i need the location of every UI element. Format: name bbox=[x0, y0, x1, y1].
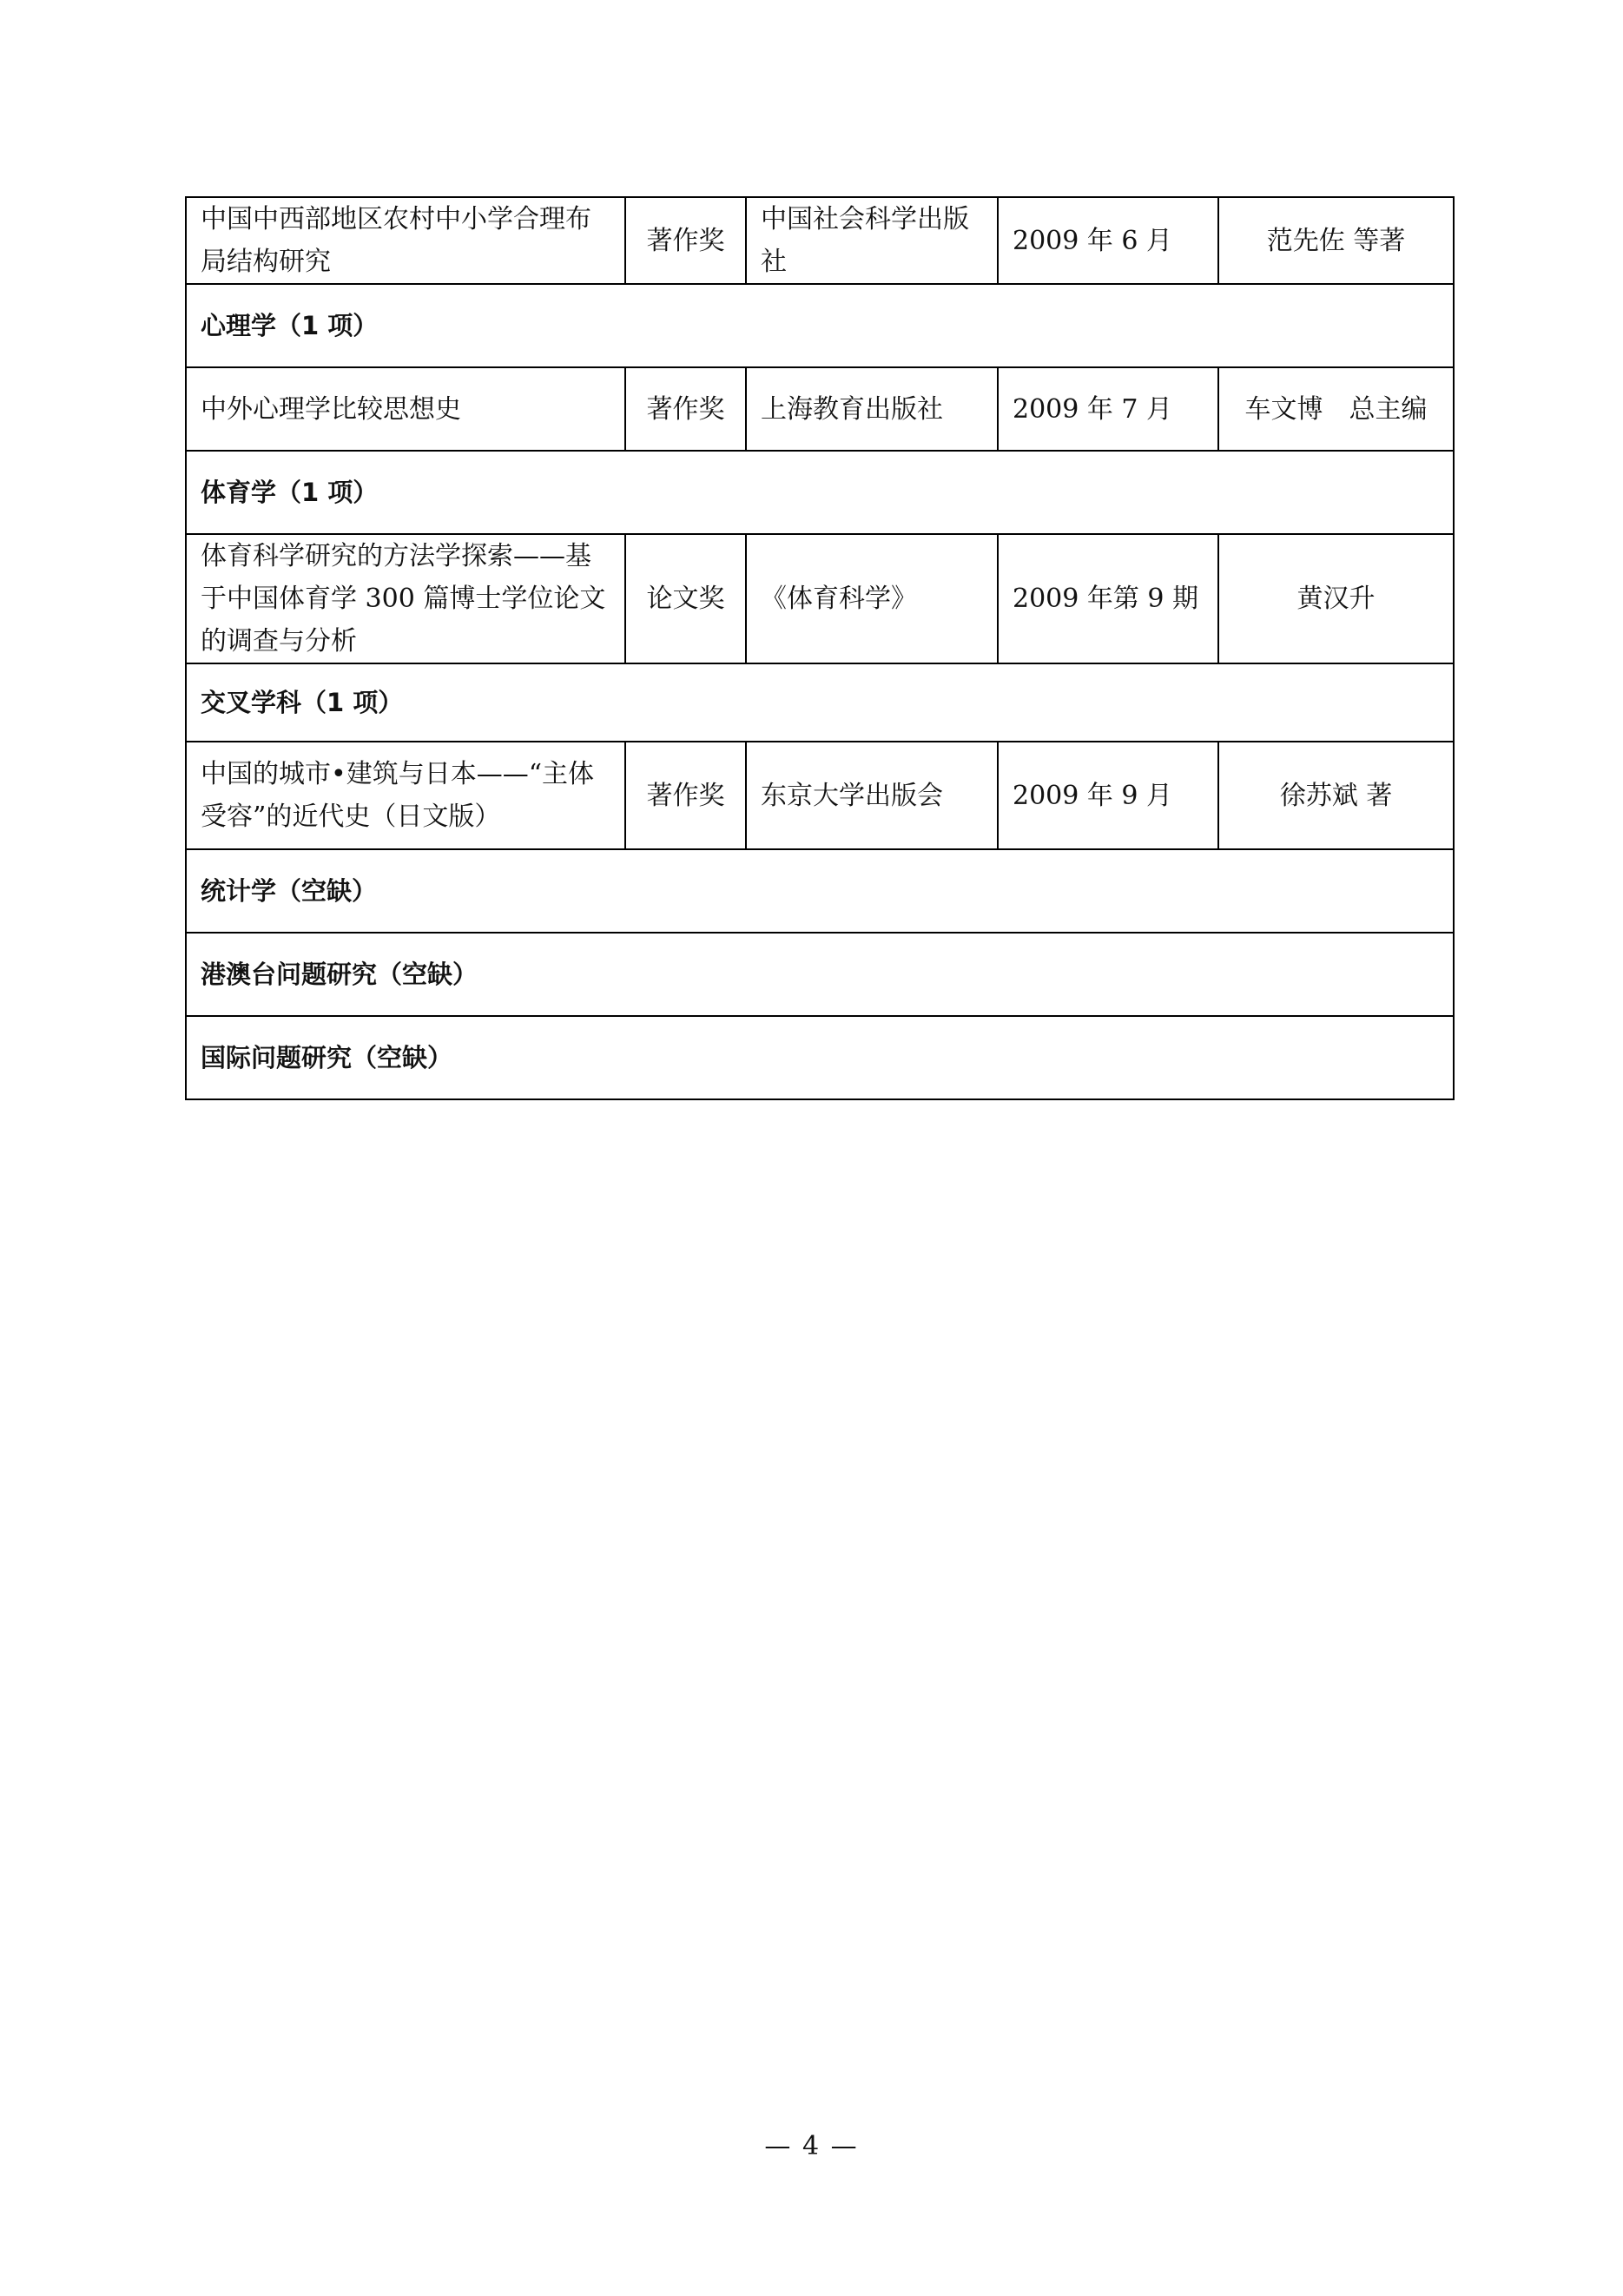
author: 范先佐 等著 bbox=[1218, 197, 1454, 284]
category-label: 统计学（空缺） bbox=[186, 849, 1454, 933]
publish-date: 2009 年 6 月 bbox=[998, 197, 1218, 284]
award-type: 著作奖 bbox=[625, 742, 746, 849]
category-label: 交叉学科（1 项） bbox=[186, 663, 1454, 742]
category-label: 体育学（1 项） bbox=[186, 451, 1454, 534]
page-number: — 4 — bbox=[764, 2131, 859, 2161]
category-label: 港澳台问题研究（空缺） bbox=[186, 933, 1454, 1016]
award-type: 著作奖 bbox=[625, 367, 746, 451]
award-table bbox=[185, 196, 1455, 1100]
author: 车文博 总主编 bbox=[1218, 367, 1454, 451]
work-title: 中外心理学比较思想史 bbox=[186, 367, 625, 451]
category-row bbox=[186, 933, 1454, 1016]
publisher: 上海教育出版社 bbox=[746, 367, 998, 451]
work-title: 中国中西部地区农村中小学合理布局结构研究 bbox=[186, 197, 625, 284]
table-row bbox=[186, 742, 1454, 849]
table-row bbox=[186, 534, 1454, 663]
table-row bbox=[186, 197, 1454, 284]
author: 徐苏斌 著 bbox=[1218, 742, 1454, 849]
award-type: 著作奖 bbox=[625, 197, 746, 284]
publisher: 《体育科学》 bbox=[746, 534, 998, 663]
publish-date: 2009 年 9 月 bbox=[998, 742, 1218, 849]
publish-date: 2009 年 7 月 bbox=[998, 367, 1218, 451]
category-row bbox=[186, 451, 1454, 534]
table-row bbox=[186, 367, 1454, 451]
category-row bbox=[186, 284, 1454, 367]
award-type: 论文奖 bbox=[625, 534, 746, 663]
work-title: 中国的城市•建筑与日本——“主体受容”的近代史（日文版） bbox=[186, 742, 625, 849]
publisher: 中国社会科学出版社 bbox=[746, 197, 998, 284]
category-label: 心理学（1 项） bbox=[186, 284, 1454, 367]
author: 黄汉升 bbox=[1218, 534, 1454, 663]
category-row bbox=[186, 849, 1454, 933]
category-label: 国际问题研究（空缺） bbox=[186, 1016, 1454, 1099]
category-row bbox=[186, 1016, 1454, 1099]
work-title: 体育科学研究的方法学探索——基于中国体育学 300 篇博士学位论文的调查与分析 bbox=[186, 534, 625, 663]
publish-date: 2009 年第 9 期 bbox=[998, 534, 1218, 663]
category-row bbox=[186, 663, 1454, 742]
publisher: 东京大学出版会 bbox=[746, 742, 998, 849]
